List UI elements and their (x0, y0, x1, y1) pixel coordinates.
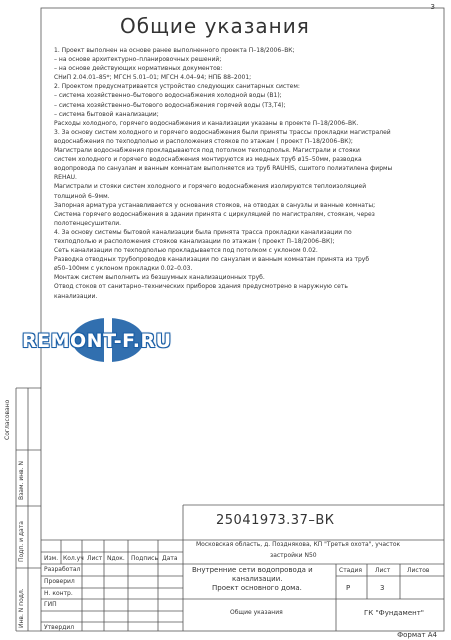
body-line: – на основе действующих нормативных документов: (54, 65, 223, 73)
stamp-location-2: застройки N50 (270, 552, 317, 559)
body-line: водопровода по санузлам и ванным комнатам выполняется из труб RAUHIS, сшитого полиэтилена фирмы (54, 165, 393, 173)
side-label-soglasovano: Согласовано (4, 399, 11, 440)
col-izm: Изм. (44, 555, 59, 562)
body-line: Магистрали водоснабжения прокладываются под потолком техподполья. Магистрали и стояки (54, 147, 360, 155)
side-label-vzam-inv: Взам. инв. N (18, 461, 25, 500)
sheet-title: Общие указания (230, 609, 283, 616)
doc-title-1: Внутренние сети водопровода и (192, 566, 313, 574)
body-line: толщиной 6–9мм. (54, 192, 110, 200)
stage-value: Р (346, 584, 351, 592)
body-line: – на основе архитектурно–планировочных решений; (54, 56, 222, 64)
body-line: Монтаж систем выполнить из безшумных канализационных труб. (54, 274, 265, 282)
role-utverdil: Утвердил (44, 624, 75, 631)
document-code: 25041973.37–ВК (216, 513, 335, 528)
body-line: Запорная арматура устанавливается у основания стояков, на отводах в санузлы и ванные комнаты; (54, 201, 376, 209)
col-kol-uch: Кол.уч (63, 555, 84, 562)
col-podpis: Подпись (131, 555, 158, 562)
role-n-kontr: Н. контр. (44, 590, 73, 597)
body-line: REHAU. (54, 174, 77, 182)
doc-title-3: Проект основного дома. (212, 584, 302, 592)
company-name: ГК "Фундамент" (364, 609, 425, 617)
stamp-location: Московская область, д. Позднякова, КП "Третья охота", участок (196, 541, 401, 548)
watermark-text: REMONT-F.RU (22, 330, 172, 352)
page-title: Общие указания (120, 14, 310, 38)
side-label-inv-podl: Инв. N подл. (18, 588, 25, 628)
body-line: – система хозяйственно–бытового водоснабжения горячей воды (Т3,Т4); (54, 101, 286, 109)
page-number: 3 (430, 3, 435, 11)
sheets-label: Листов (407, 567, 430, 574)
col-data: Дата (162, 555, 178, 562)
format-label: Формат А4 (397, 631, 437, 639)
col-list: Лист (87, 555, 103, 562)
body-line: СНиП 2.04.01–85*; МГСН 5.01–01; МГСН 4.04–94; НПБ 88–2001; (54, 74, 252, 82)
body-line: канализации. (54, 292, 98, 300)
sheet-value: 3 (380, 584, 385, 592)
body-line: Разводка отводных трубопроводов канализации по санузлам и ванным комнатам принята из труб (54, 256, 370, 264)
col-ndok: Nдок. (107, 555, 125, 562)
role-gip: ГИП (44, 601, 57, 608)
body-line: 1. Проект выполнен на основе ранее выполненного проекта П–18/2006–ВК; (54, 47, 295, 54)
body-line: ø50–100мм с уклоном прокладки 0.02–0.03. (54, 265, 193, 273)
stage-label: Стадия (339, 567, 363, 574)
body-line: водоснабжения по техподполью и расположения стояков по этажам ( проект П–18/2006–ВК); (54, 137, 353, 145)
body-line: – система бытовой канализации; (54, 110, 159, 118)
sheet-label: Лист (375, 567, 391, 574)
body-line: Расходы холодного, горячего водоснабжения и канализации указаны в проекте П–18/2006–ВК. (54, 119, 359, 127)
body-line: полотенцесушители. (54, 219, 122, 227)
body-line: Магистрали и стояки систем холодного и горячего водоснабжения изолируются теплоизоляцией (54, 183, 367, 191)
role-proveril: Проверил (44, 578, 75, 585)
body-line: Отвод стоков от санитарно–технических приборов здания предусмотрено в наружную сеть (54, 283, 348, 291)
body-line: 3. За основу систем холодного и горячего водоснабжения были приняты трассы прокладки магистралей (54, 128, 391, 136)
doc-title-2: канализации. (232, 575, 283, 583)
body-line: 2. Проектом предусматривается устройство следующих санитарных систем: (54, 83, 300, 91)
body-line: – система хозяйственно–бытового водоснабжения холодной воды (В1); (54, 92, 282, 100)
body-text (54, 46, 438, 301)
role-razrabotal: Разработал (44, 566, 81, 573)
body-line: 4. За основу системы бытовой канализации была принята трасса прокладки канализации по (54, 228, 352, 236)
body-line: Сеть канализации по техподполью прокладывается под потолком с уклоном 0.02. (54, 247, 318, 255)
body-line: систем холодного и горячего водоснабжения монтируются из медных труб ø15–50мм, разводка (54, 156, 362, 164)
body-line: Система горячего водоснабжения в здании принята с циркуляцией по магистралям, стоякам, через (54, 210, 375, 218)
side-label-podp-data: Подп. и дата (18, 521, 25, 562)
body-line: техподполью и расположения стояков канализации по этажам ( проект П–18/2006–ВК); (54, 237, 335, 245)
